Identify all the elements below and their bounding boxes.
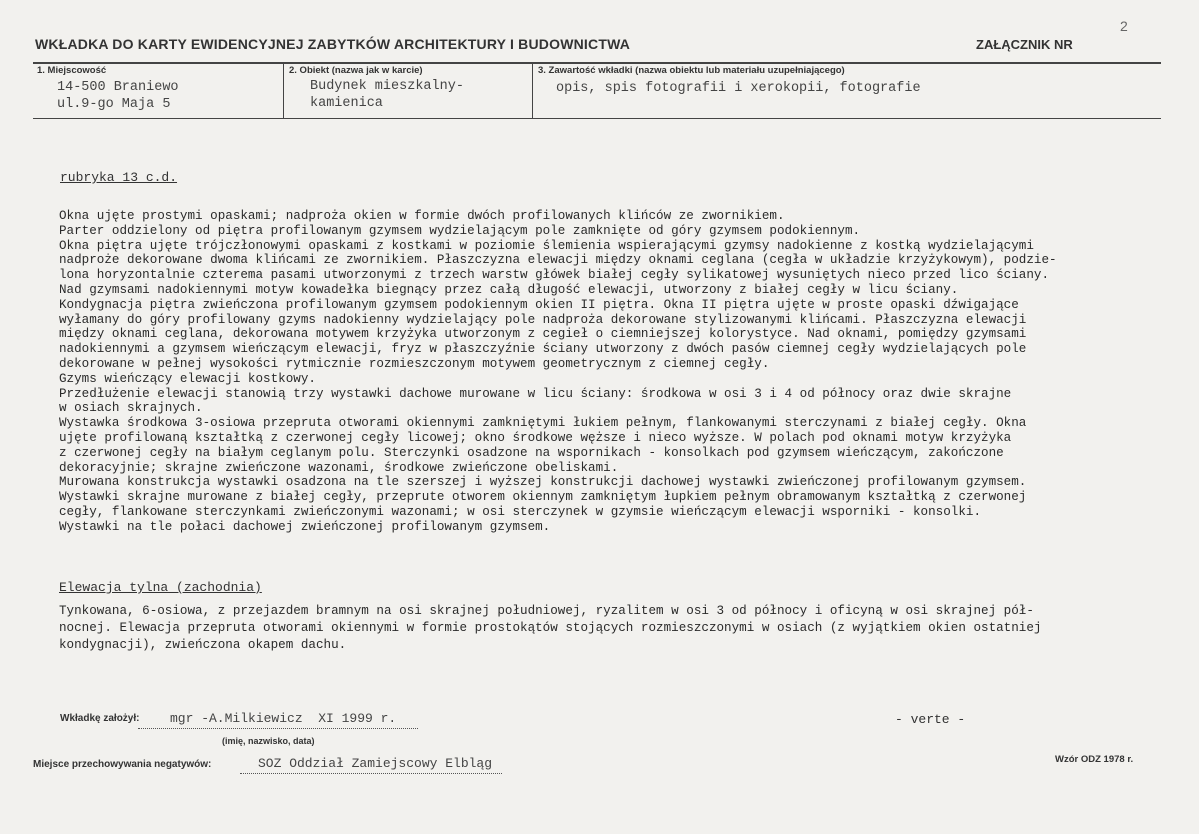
section2-line: Tynkowana, 6-osiowa, z przejazdem bramnym na osi skrajnej południowej, ryzalitem w osi 3 od północy i oficyną w osi skrajnej pół-: [59, 604, 1034, 618]
body-line: Okna ujęte prostymi opaskami; nadproża okien w formie dwóch profilowanych klińców ze zwornikiem.: [59, 209, 785, 223]
body-line: Przedłużenie elewacji stanowią trzy wystawki dachowe murowane w licu ściany: środkowa w osi 3 i 4 od północy oraz dwie skrajne: [59, 386, 1012, 401]
section-title: rubryka 13 c.d.: [60, 170, 178, 185]
section2-text: [59, 603, 1159, 654]
location-value-2: ul.9-go Maja 5: [57, 97, 171, 112]
location-value-1: 14-500 Braniewo: [57, 80, 179, 95]
body-line: Kondygnacja piętra zwieńczona profilowanym gzymsem podokiennym okien II piętra. Okna II piętra ujęte w proste opaski dźwigające: [59, 297, 1019, 312]
body-line: z czerwonej cegły na białym ceglanym polu. Sterczynki osadzone na wspornikach - konsolkach pod gzymsem wieńczącym, zakończone: [59, 445, 1004, 460]
location-label: 1. Miejscowość: [37, 65, 107, 76]
section2-line: kondygnacji), zwieńczona okapem dachu.: [59, 638, 347, 652]
body-line: Okna piętra ujęte trójczłonowymi opaskami z kostkami w poziomie ślemienia wspierającymi gzymsy nadokienne z kostką wydzielającymi: [59, 238, 1034, 253]
object-value-2: kamienica: [310, 96, 383, 111]
section2-title: Elewacja tylna (zachodnia): [59, 580, 262, 595]
body-line: ujęte profilowaną kształtką z czerwonej cegły licowej; okno środkowe węższe i nieco wyższe. W polach pod oknami motyw krzyżyka: [59, 430, 1012, 445]
verte-label: - verte -: [895, 712, 966, 727]
author-sub-label: (imię, nazwisko, data): [222, 736, 315, 746]
header-divider-1: [283, 63, 284, 119]
body-line: Parter oddzielony od piętra profilowanym gzymsem wydzielającym pole zamknięte od góry gzymsem podokiennym.: [59, 223, 861, 238]
author-value: mgr -A.Milkiewicz XI 1999 r.: [170, 711, 397, 726]
body-line: nadokiennymi a gzymsem wieńczącym elewacji, fryz w płaszczyźnie ściany utworzony z dwóch pasów ciemnej cegły wydzielających pole: [59, 342, 1027, 357]
object-value-1: Budynek mieszkalny-: [310, 79, 464, 94]
header-bottom-rule: [33, 118, 1161, 119]
body-line: wyłamany do góry profilowany gzyms nadokienny wydzielający pole nadproża dekorowane stylizowanymi klińcami. Płaszczyzna elewacji: [59, 312, 1027, 327]
section2-line: nocnej. Elewacja przepruta otworami okiennymi w formie prostokątów stojących rozmieszczonymi w osiach (z wyjątkiem okien ostatniej: [59, 621, 1042, 635]
form-title: WKŁADKA DO KARTY EWIDENCYJNEJ ZABYTKÓW ARCHITEKTURY I BUDOWNICTWA: [35, 36, 631, 52]
body-line: dekoracyjnie; skrajne zwieńczone wazonami, środkowe zwieńczone obeliskami.: [59, 460, 619, 475]
body-line: dekorowane w pełnej wysokości rytmicznie rozmieszczonym motywem geometrycznym z ciemnej cegły.: [59, 356, 770, 371]
page-number: 2: [1120, 18, 1128, 34]
author-dotline: [138, 728, 418, 729]
body-text: [59, 209, 1159, 535]
storage-value: SOZ Oddział Zamiejscowy Elbląg: [258, 756, 493, 771]
body-line: lona horyzontalnie czterema pasami utworzonymi z trzech warstw główek białej cegły sylikatowej wysuniętych nieco przed lico ściany.: [59, 268, 1050, 283]
body-line: cegły, flankowane sterczynkami zwieńczonymi wazonami; w osi sterczynek w gzymsie wieńczącym elewacji wsporniki - konsolki.: [59, 504, 982, 519]
form-code: Wzór ODZ 1978 r.: [1055, 754, 1134, 765]
content-value: opis, spis fotografii i xerokopii, fotografie: [556, 81, 921, 96]
body-line: Murowana konstrukcja wystawki osadzona na tle szerszej i wyższej konstrukcji dachowej wystawki zwieńczonej profilowanym gzymsem.: [59, 475, 1027, 490]
storage-dotline: [240, 773, 502, 774]
header-top-rule: [33, 62, 1161, 64]
body-line: Nad gzymsami nadokiennymi motyw kowadełka biegnący przez całą długość elewacji, utworzony z białej cegły w licu ściany.: [59, 282, 959, 297]
storage-label: Miejsce przechowywania negatywów:: [33, 759, 212, 770]
content-label: 3. Zawartość wkładki (nazwa obiektu lub materiału uzupełniającego): [538, 65, 845, 76]
body-line: Wystawki skrajne murowane z białej cegły, przeprute otworem okiennym zamkniętym łupkiem pełnym obramowanym kształtką z czerwonej: [59, 490, 1027, 505]
header-divider-2: [532, 63, 533, 119]
body-line: w osiach skrajnych.: [59, 401, 203, 416]
body-line: Wystawka środkowa 3-osiowa przepruta otworami okiennymi zamkniętymi łukiem pełnym, flankowanymi sterczynami z białej cegły. Okna: [59, 416, 1027, 431]
body-line: między oknami ceglana, dekorowana motywem krzyżyka utworzonym z cegieł o ciemniejszej kolorystyce. Nad oknami, pomiędzy gzymsami: [59, 327, 1027, 342]
body-line: nadproże dekorowane dwoma klińcami ze zwornikiem. Płaszczyzna elewacji między oknami ceglana (cegła w układzie krzyżykowym), podzie-: [59, 253, 1057, 268]
body-line: Wystawki na tle połaci dachowej zwieńczonej profilowanym gzymsem.: [59, 519, 551, 534]
annex-label: ZAŁĄCZNIK NR: [976, 37, 1073, 52]
author-label: Wkładkę założył:: [60, 713, 140, 724]
object-label: 2. Obiekt (nazwa jak w karcie): [289, 65, 423, 76]
body-line: Gzyms wieńczący elewacji kostkowy.: [59, 371, 316, 386]
